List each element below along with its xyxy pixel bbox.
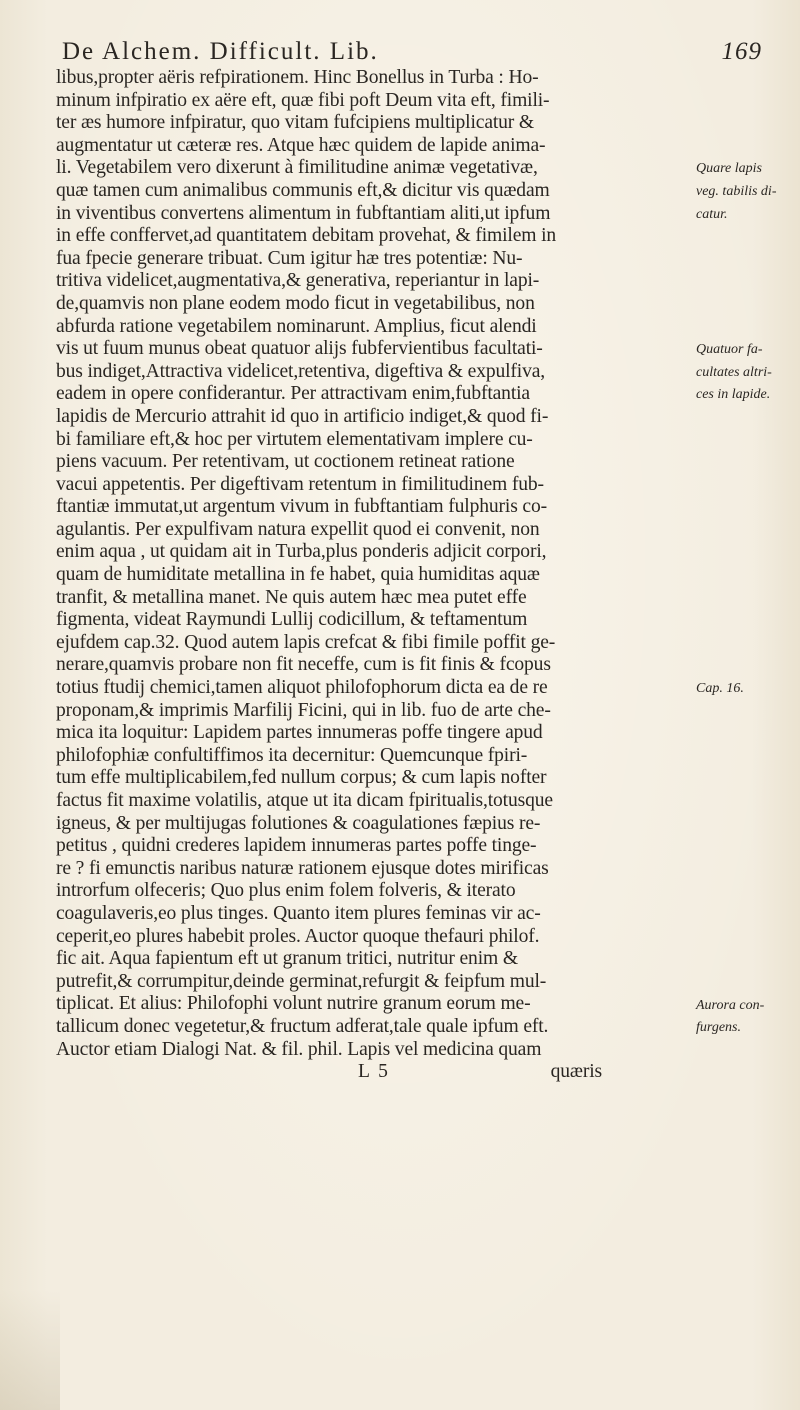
margin-note: Cap. 16. xyxy=(696,681,744,697)
text-line: minum infpiratio ex aëre eft, quæ fibi poft Deum vita eft, fimili- xyxy=(56,89,550,111)
text-line: mica ita loquitur: Lapidem partes innumeras poffe tingere apud xyxy=(56,722,543,744)
text-line: tiplicat. Et alius: Philofophi volunt nutrire granum eorum me- xyxy=(56,993,531,1015)
margin-note: Quatuor fa- xyxy=(696,342,763,358)
text-line: piens vacuum. Per retentivam, ut coctionem retineat ratione xyxy=(56,451,515,473)
text-line: vacui appetentis. Per digeftivam retentum in fimilitudinem fub- xyxy=(56,473,544,495)
text-line: in effe conffervet,ad quantitatem debitam provehat, & fimilem in xyxy=(56,225,557,247)
text-line: igneus, & per multijugas folutiones & coagulationes fæpius re- xyxy=(56,812,541,834)
text-line: tum effe multiplicabilem,fed nullum corpus; & cum lapis nofter xyxy=(56,767,547,789)
text-line: Auctor etiam Dialogi Nat. & fil. phil. Lapis vel medicina quam xyxy=(56,1038,542,1060)
text-line: tranfit, & metallina manet. Ne quis autem hæc mea putet effe xyxy=(56,586,527,608)
text-line: bi familiare eft,& hoc per virtutem elementativam implere cu- xyxy=(56,428,533,450)
text-line: petitus , quidni crederes lapidem innumeras partes poffe tinge- xyxy=(56,835,537,857)
text-line: fic ait. Aqua fapientum eft ut granum tritici, nutritur enim & xyxy=(56,948,518,970)
text-line: putrefit,& corrumpitur,deinde germinat,refurgit & feipfum mul- xyxy=(56,970,547,992)
margin-note: ces in lapide. xyxy=(696,387,771,403)
text-line: ftantiæ immutat,ut argentum vivum in fubftantiam fulphuris co- xyxy=(56,496,547,518)
text-line: coagulaveris,eo plus tinges. Quanto item plures feminas vir ac- xyxy=(56,902,541,924)
text-line: ter æs humore infpiratur, quo vitam fufcipiens multiplicatur & xyxy=(56,112,535,134)
page-number: 169 xyxy=(721,38,762,65)
text-line: eadem in opere confiderantur. Per attractivam enim,fubftantia xyxy=(56,383,530,405)
text-line: enim aqua , ut quidam ait in Turba,plus ponderis adjicit corpori, xyxy=(56,541,547,563)
text-line: fua fpecie generare tribuat. Cum igitur hæ tres potentiæ: Nu- xyxy=(56,247,523,269)
body-text xyxy=(56,67,692,1084)
text-line: quæ tamen cum animalibus communis eft,& dicitur vis quædam xyxy=(56,179,550,201)
text-line: re ? fi emunctis naribus naturæ rationem ejusque dotes mirificas xyxy=(56,857,549,879)
text-line: ceperit,eo plures habebit proles. Auctor quoque thefauri philof. xyxy=(56,925,540,947)
text-line: tritiva videlicet,augmentativa,& generativa, reperiantur in lapi- xyxy=(56,270,540,292)
text-line: factus fit maxime volatilis, atque ut ita dicam fpiritualis,totusque xyxy=(56,790,553,811)
text-line: agulantis. Per expulfivam natura expellit quod ei convenit, non xyxy=(56,518,540,540)
gathering-signature: L 5 xyxy=(358,1061,390,1083)
margin-note: catur. xyxy=(696,206,728,222)
text-line: totius ftudij chemici,tamen aliquot philofophorum dicta ea de re xyxy=(56,677,548,699)
text-line: quam de humiditate metallina in fe habet, quia humiditas aquæ xyxy=(56,564,540,586)
margin-note: Aurora con- xyxy=(696,997,765,1013)
margin-note: cultates altri- xyxy=(696,364,772,380)
signature-line xyxy=(56,1061,692,1084)
text-line: proponam,& imprimis Marfilij Ficini, qui in lib. fuo de arte che- xyxy=(56,699,551,721)
text-line: augmentatur ut cæteræ res. Atque hæc quidem de lapide anima- xyxy=(56,134,546,156)
text-line: introrfum olfeceris; Quo plus enim folem folveris, & iterato xyxy=(56,880,516,902)
text-line: vis ut fuum munus obeat quatuor alijs fubfervientibus facultati- xyxy=(56,338,543,360)
text-line: libus,propter aëris refpirationem. Hinc Bonellus in Turba : Ho- xyxy=(56,67,539,88)
catchword: quæris xyxy=(550,1061,602,1083)
text-line: ejufdem cap.32. Quod autem lapis crefcat & fibi fimile poffit ge- xyxy=(56,631,556,653)
text-line: tallicum donec vegetetur,& fructum adferat,tale quale ipfum eft. xyxy=(56,1015,549,1037)
text-line: abfurda ratione vegetabilem nominarunt. Amplius, ficut alendi xyxy=(56,315,537,337)
text-line: bus indiget,Attractiva videlicet,retentiva, digeftiva & expulfiva, xyxy=(56,360,546,382)
margin-note: veg. tabilis di- xyxy=(696,184,777,199)
text-line: in viventibus convertens alimentum in fubftantiam aliti,ut ipfum xyxy=(56,202,551,224)
text-line: de,quamvis non plane eodem modo ficut in vegetabilibus, non xyxy=(56,292,535,314)
text-line: figmenta, videat Raymundi Lullij codicillum, & teftamentum xyxy=(56,609,528,631)
margin-note: furgens. xyxy=(696,1020,741,1036)
text-line: lapidis de Mercurio attrahit id quo in artificio indiget,& quod fi- xyxy=(56,405,549,427)
running-title: De Alchem. Difficult. Lib. xyxy=(62,38,379,65)
text-line: li. Vegetabilem vero dixerunt à fimilitudine animæ vegetativæ, xyxy=(56,157,538,179)
paper-stain xyxy=(0,1290,60,1410)
margin-note: Quare lapis xyxy=(696,161,762,177)
text-line: philofophiæ confultiffimos ita decernitur: Quemcunque fpiri- xyxy=(56,744,528,766)
text-line: nerare,quamvis probare non fit neceffe, cum is fit finis & fcopus xyxy=(56,654,551,676)
